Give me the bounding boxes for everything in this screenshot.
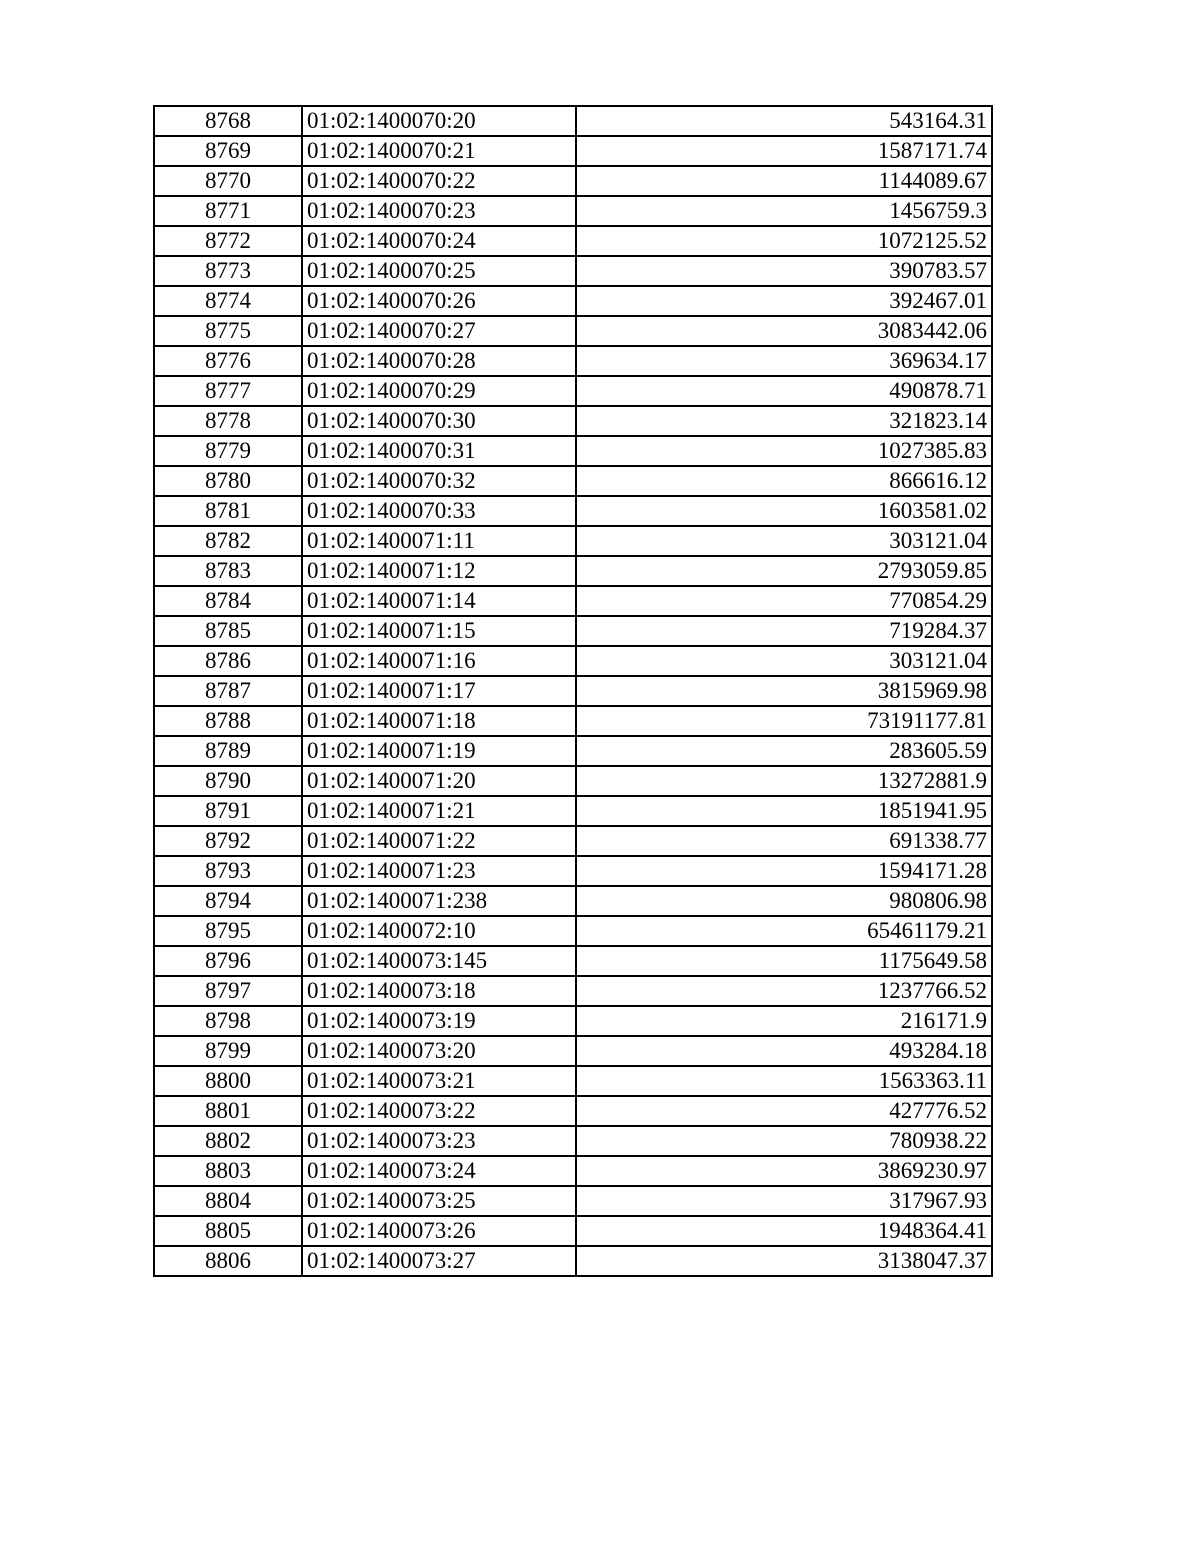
cadastral-code-cell: 01:02:1400071:238 bbox=[302, 886, 576, 916]
cadastral-code-cell: 01:02:1400070:28 bbox=[302, 346, 576, 376]
cadastral-code-cell: 01:02:1400070:29 bbox=[302, 376, 576, 406]
amount-cell: 392467.01 bbox=[576, 286, 992, 316]
amount-cell: 390783.57 bbox=[576, 256, 992, 286]
row-number-cell: 8785 bbox=[154, 616, 302, 646]
table-row bbox=[154, 556, 992, 586]
cadastral-code-cell: 01:02:1400073:23 bbox=[302, 1126, 576, 1156]
table-row bbox=[154, 526, 992, 556]
table-row bbox=[154, 916, 992, 946]
table-row bbox=[154, 646, 992, 676]
cadastral-code-cell: 01:02:1400070:22 bbox=[302, 166, 576, 196]
row-number-cell: 8795 bbox=[154, 916, 302, 946]
cadastral-code-cell: 01:02:1400072:10 bbox=[302, 916, 576, 946]
table-row bbox=[154, 496, 992, 526]
amount-cell: 1948364.41 bbox=[576, 1216, 992, 1246]
row-number-cell: 8806 bbox=[154, 1246, 302, 1276]
amount-cell: 490878.71 bbox=[576, 376, 992, 406]
amount-cell: 3138047.37 bbox=[576, 1246, 992, 1276]
row-number-cell: 8805 bbox=[154, 1216, 302, 1246]
cadastral-code-cell: 01:02:1400071:22 bbox=[302, 826, 576, 856]
cadastral-code-cell: 01:02:1400073:18 bbox=[302, 976, 576, 1006]
amount-cell: 780938.22 bbox=[576, 1126, 992, 1156]
table-row bbox=[154, 256, 992, 286]
row-number-cell: 8770 bbox=[154, 166, 302, 196]
cadastral-code-cell: 01:02:1400073:24 bbox=[302, 1156, 576, 1186]
table-row bbox=[154, 1066, 992, 1096]
cadastral-code-cell: 01:02:1400070:30 bbox=[302, 406, 576, 436]
amount-cell: 1237766.52 bbox=[576, 976, 992, 1006]
table-row bbox=[154, 616, 992, 646]
amount-cell: 2793059.85 bbox=[576, 556, 992, 586]
row-number-cell: 8796 bbox=[154, 946, 302, 976]
data-table bbox=[153, 105, 993, 1277]
amount-cell: 73191177.81 bbox=[576, 706, 992, 736]
cadastral-code-cell: 01:02:1400073:21 bbox=[302, 1066, 576, 1096]
amount-cell: 216171.9 bbox=[576, 1006, 992, 1036]
table-row bbox=[154, 226, 992, 256]
table-row bbox=[154, 316, 992, 346]
cadastral-code-cell: 01:02:1400071:23 bbox=[302, 856, 576, 886]
cadastral-code-cell: 01:02:1400070:27 bbox=[302, 316, 576, 346]
row-number-cell: 8794 bbox=[154, 886, 302, 916]
amount-cell: 1594171.28 bbox=[576, 856, 992, 886]
amount-cell: 3869230.97 bbox=[576, 1156, 992, 1186]
cadastral-code-cell: 01:02:1400070:21 bbox=[302, 136, 576, 166]
table-row bbox=[154, 1096, 992, 1126]
row-number-cell: 8804 bbox=[154, 1186, 302, 1216]
row-number-cell: 8777 bbox=[154, 376, 302, 406]
amount-cell: 1144089.67 bbox=[576, 166, 992, 196]
amount-cell: 1175649.58 bbox=[576, 946, 992, 976]
table-row bbox=[154, 376, 992, 406]
amount-cell: 303121.04 bbox=[576, 646, 992, 676]
table-row bbox=[154, 346, 992, 376]
amount-cell: 3083442.06 bbox=[576, 316, 992, 346]
amount-cell: 1603581.02 bbox=[576, 496, 992, 526]
table-row bbox=[154, 1156, 992, 1186]
row-number-cell: 8790 bbox=[154, 766, 302, 796]
cadastral-code-cell: 01:02:1400070:32 bbox=[302, 466, 576, 496]
table-row bbox=[154, 856, 992, 886]
amount-cell: 770854.29 bbox=[576, 586, 992, 616]
row-number-cell: 8778 bbox=[154, 406, 302, 436]
cadastral-code-cell: 01:02:1400073:27 bbox=[302, 1246, 576, 1276]
row-number-cell: 8769 bbox=[154, 136, 302, 166]
row-number-cell: 8802 bbox=[154, 1126, 302, 1156]
cadastral-code-cell: 01:02:1400073:20 bbox=[302, 1036, 576, 1066]
row-number-cell: 8787 bbox=[154, 676, 302, 706]
row-number-cell: 8791 bbox=[154, 796, 302, 826]
amount-cell: 321823.14 bbox=[576, 406, 992, 436]
amount-cell: 3815969.98 bbox=[576, 676, 992, 706]
cadastral-code-cell: 01:02:1400071:11 bbox=[302, 526, 576, 556]
row-number-cell: 8798 bbox=[154, 1006, 302, 1036]
row-number-cell: 8799 bbox=[154, 1036, 302, 1066]
cadastral-code-cell: 01:02:1400070:20 bbox=[302, 106, 576, 136]
cadastral-code-cell: 01:02:1400073:19 bbox=[302, 1006, 576, 1036]
table-row bbox=[154, 166, 992, 196]
table-row bbox=[154, 946, 992, 976]
amount-cell: 980806.98 bbox=[576, 886, 992, 916]
cadastral-code-cell: 01:02:1400071:17 bbox=[302, 676, 576, 706]
table-row bbox=[154, 196, 992, 226]
cadastral-code-cell: 01:02:1400073:145 bbox=[302, 946, 576, 976]
row-number-cell: 8784 bbox=[154, 586, 302, 616]
cadastral-code-cell: 01:02:1400071:20 bbox=[302, 766, 576, 796]
amount-cell: 1587171.74 bbox=[576, 136, 992, 166]
row-number-cell: 8793 bbox=[154, 856, 302, 886]
table-row bbox=[154, 706, 992, 736]
cadastral-code-cell: 01:02:1400070:26 bbox=[302, 286, 576, 316]
cadastral-code-cell: 01:02:1400070:25 bbox=[302, 256, 576, 286]
amount-cell: 1027385.83 bbox=[576, 436, 992, 466]
cadastral-code-cell: 01:02:1400071:19 bbox=[302, 736, 576, 766]
table-row bbox=[154, 136, 992, 166]
cadastral-code-cell: 01:02:1400071:12 bbox=[302, 556, 576, 586]
row-number-cell: 8775 bbox=[154, 316, 302, 346]
row-number-cell: 8786 bbox=[154, 646, 302, 676]
amount-cell: 866616.12 bbox=[576, 466, 992, 496]
table-row bbox=[154, 436, 992, 466]
row-number-cell: 8797 bbox=[154, 976, 302, 1006]
row-number-cell: 8773 bbox=[154, 256, 302, 286]
cadastral-code-cell: 01:02:1400070:24 bbox=[302, 226, 576, 256]
cadastral-code-cell: 01:02:1400071:21 bbox=[302, 796, 576, 826]
cadastral-code-cell: 01:02:1400070:31 bbox=[302, 436, 576, 466]
table-body bbox=[154, 106, 992, 1276]
table-row bbox=[154, 1036, 992, 1066]
row-number-cell: 8782 bbox=[154, 526, 302, 556]
table-row bbox=[154, 766, 992, 796]
table-row bbox=[154, 466, 992, 496]
table-row bbox=[154, 976, 992, 1006]
table-row bbox=[154, 586, 992, 616]
row-number-cell: 8792 bbox=[154, 826, 302, 856]
amount-cell: 1563363.11 bbox=[576, 1066, 992, 1096]
table-row bbox=[154, 1126, 992, 1156]
table-row bbox=[154, 406, 992, 436]
table-row bbox=[154, 286, 992, 316]
row-number-cell: 8788 bbox=[154, 706, 302, 736]
amount-cell: 65461179.21 bbox=[576, 916, 992, 946]
cadastral-code-cell: 01:02:1400071:16 bbox=[302, 646, 576, 676]
amount-cell: 369634.17 bbox=[576, 346, 992, 376]
cadastral-code-cell: 01:02:1400073:26 bbox=[302, 1216, 576, 1246]
table-row bbox=[154, 886, 992, 916]
row-number-cell: 8783 bbox=[154, 556, 302, 586]
row-number-cell: 8800 bbox=[154, 1066, 302, 1096]
amount-cell: 691338.77 bbox=[576, 826, 992, 856]
row-number-cell: 8768 bbox=[154, 106, 302, 136]
row-number-cell: 8779 bbox=[154, 436, 302, 466]
row-number-cell: 8774 bbox=[154, 286, 302, 316]
table-row bbox=[154, 736, 992, 766]
table-row bbox=[154, 1006, 992, 1036]
row-number-cell: 8801 bbox=[154, 1096, 302, 1126]
table-row bbox=[154, 676, 992, 706]
cadastral-code-cell: 01:02:1400071:18 bbox=[302, 706, 576, 736]
amount-cell: 1851941.95 bbox=[576, 796, 992, 826]
amount-cell: 317967.93 bbox=[576, 1186, 992, 1216]
cadastral-code-cell: 01:02:1400070:33 bbox=[302, 496, 576, 526]
amount-cell: 719284.37 bbox=[576, 616, 992, 646]
amount-cell: 303121.04 bbox=[576, 526, 992, 556]
amount-cell: 493284.18 bbox=[576, 1036, 992, 1066]
row-number-cell: 8772 bbox=[154, 226, 302, 256]
row-number-cell: 8789 bbox=[154, 736, 302, 766]
amount-cell: 283605.59 bbox=[576, 736, 992, 766]
amount-cell: 543164.31 bbox=[576, 106, 992, 136]
table-row bbox=[154, 1246, 992, 1276]
table-row bbox=[154, 106, 992, 136]
row-number-cell: 8780 bbox=[154, 466, 302, 496]
row-number-cell: 8781 bbox=[154, 496, 302, 526]
table-row bbox=[154, 796, 992, 826]
table-row bbox=[154, 826, 992, 856]
cadastral-code-cell: 01:02:1400073:25 bbox=[302, 1186, 576, 1216]
row-number-cell: 8771 bbox=[154, 196, 302, 226]
amount-cell: 13272881.9 bbox=[576, 766, 992, 796]
table-row bbox=[154, 1186, 992, 1216]
amount-cell: 1456759.3 bbox=[576, 196, 992, 226]
row-number-cell: 8803 bbox=[154, 1156, 302, 1186]
cadastral-code-cell: 01:02:1400073:22 bbox=[302, 1096, 576, 1126]
row-number-cell: 8776 bbox=[154, 346, 302, 376]
amount-cell: 1072125.52 bbox=[576, 226, 992, 256]
cadastral-code-cell: 01:02:1400071:15 bbox=[302, 616, 576, 646]
amount-cell: 427776.52 bbox=[576, 1096, 992, 1126]
cadastral-code-cell: 01:02:1400071:14 bbox=[302, 586, 576, 616]
table-row bbox=[154, 1216, 992, 1246]
cadastral-code-cell: 01:02:1400070:23 bbox=[302, 196, 576, 226]
